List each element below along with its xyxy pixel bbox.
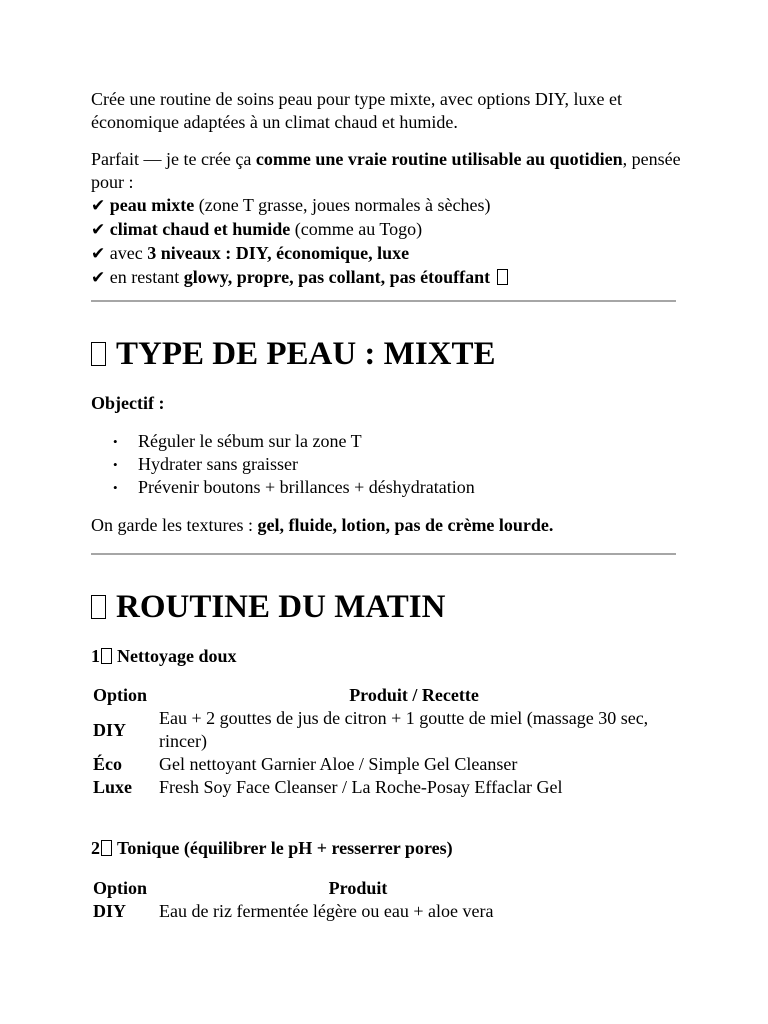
skin-type-heading xyxy=(91,334,691,374)
step2-heading xyxy=(91,837,691,860)
product-cell: Gel nettoyant Garnier Aloe / Simple Gel Cleanser xyxy=(159,754,518,774)
step2-table xyxy=(93,877,673,923)
product-cell: Eau de riz fermentée légère ou eau + aloe vera xyxy=(159,901,494,921)
morning-section xyxy=(91,587,691,627)
checkmark-icon: ✔ xyxy=(91,220,106,240)
answer-intro xyxy=(91,148,691,194)
answer-prefix: Parfait — je te crée ça xyxy=(91,149,256,169)
morning-heading xyxy=(91,587,691,627)
divider xyxy=(91,300,676,302)
step2-title-line xyxy=(91,837,691,860)
table-row xyxy=(93,753,669,776)
step-title: Nettoyage doux xyxy=(117,646,237,666)
point-4 xyxy=(91,266,691,290)
product-cell: Fresh Soy Face Cleanser / La Roche-Posay Effaclar Gel xyxy=(159,777,563,797)
point-before: avec xyxy=(105,243,148,263)
option-cell: Luxe xyxy=(93,777,133,797)
textures-bold: gel, fluide, lotion, pas de crème lourde. xyxy=(257,515,554,535)
answer-bold: comme une vraie routine utilisable au quotidien xyxy=(255,149,623,169)
table-header-row xyxy=(93,877,557,900)
step1-heading xyxy=(91,645,691,668)
point-bold: glowy, propre, pas collant, pas étouffant xyxy=(183,267,491,287)
request-paragraph xyxy=(91,88,691,134)
point-bold: peau mixte xyxy=(109,195,195,215)
objective-text: Hydrater sans graisser xyxy=(138,454,298,474)
list-item xyxy=(91,453,691,476)
column-header-product: Produit / Recette xyxy=(349,685,479,705)
option-cell: DIY xyxy=(93,901,127,921)
answer-paragraph xyxy=(91,148,691,290)
column-header-option: Option xyxy=(93,685,148,705)
objective-label: Objectif : xyxy=(91,393,165,413)
objective-list xyxy=(91,430,691,499)
option-cell: DIY xyxy=(93,719,127,740)
bullet-icon: • xyxy=(113,480,118,495)
checkmark-icon: ✔ xyxy=(91,268,106,288)
checkmark-icon: ✔ xyxy=(91,196,106,216)
objective-block xyxy=(91,392,691,415)
objective-text: Réguler le sébum sur la zone T xyxy=(138,431,362,451)
list-item xyxy=(91,476,691,499)
step1-title-line xyxy=(91,645,691,668)
table-row xyxy=(93,707,669,753)
missing-glyph-icon xyxy=(91,595,106,619)
textures-prefix: On garde les textures : xyxy=(91,515,258,535)
point-after: (comme au Togo) xyxy=(290,219,423,239)
table-header-row xyxy=(93,684,669,707)
checkmark-icon: ✔ xyxy=(91,244,106,264)
point-after xyxy=(490,267,495,287)
morning-title: ROUTINE DU MATIN xyxy=(116,589,446,625)
skin-type-section xyxy=(91,334,691,374)
point-1 xyxy=(91,194,691,218)
missing-glyph-icon xyxy=(497,269,508,285)
list-item xyxy=(91,430,691,453)
point-after: (zone T grasse, joues normales à sèches) xyxy=(194,195,491,215)
step-title: Tonique (équilibrer le pH + resserrer pores) xyxy=(117,838,453,858)
bullet-icon: • xyxy=(113,434,118,449)
point-before: en restant xyxy=(105,267,184,287)
point-3 xyxy=(91,242,691,266)
objective-text: Prévenir boutons + brillances + déshydratation xyxy=(138,477,475,497)
table-row xyxy=(93,776,669,799)
step-number: 2 xyxy=(91,838,100,858)
product-cell: Eau + 2 gouttes de jus de citron + 1 goutte de miel (massage 30 sec, rincer) xyxy=(159,708,649,751)
step-number: 1 xyxy=(91,646,100,666)
missing-glyph-icon xyxy=(101,840,112,856)
column-header-product: Produit xyxy=(328,878,388,898)
answer-suffix: , pensée pour : xyxy=(91,149,681,192)
divider xyxy=(91,553,676,555)
option-cell: Éco xyxy=(93,754,122,774)
point-2 xyxy=(91,218,691,242)
missing-glyph-icon xyxy=(91,342,106,366)
request-text: Crée une routine de soins peau pour type mixte, avec options DIY, luxe et économique adaptées à un climat chaud et humide. xyxy=(91,89,623,132)
column-header-option: Option xyxy=(93,878,148,898)
textures-text xyxy=(91,514,691,537)
step1-table xyxy=(93,684,673,799)
textures-paragraph xyxy=(91,514,691,537)
bullet-icon: • xyxy=(113,457,118,472)
point-bold: climat chaud et humide xyxy=(109,219,291,239)
table-row xyxy=(93,900,557,923)
point-bold: 3 niveaux : DIY, économique, luxe xyxy=(147,243,410,263)
missing-glyph-icon xyxy=(101,648,112,664)
skin-type-title: TYPE DE PEAU : MIXTE xyxy=(116,336,496,372)
